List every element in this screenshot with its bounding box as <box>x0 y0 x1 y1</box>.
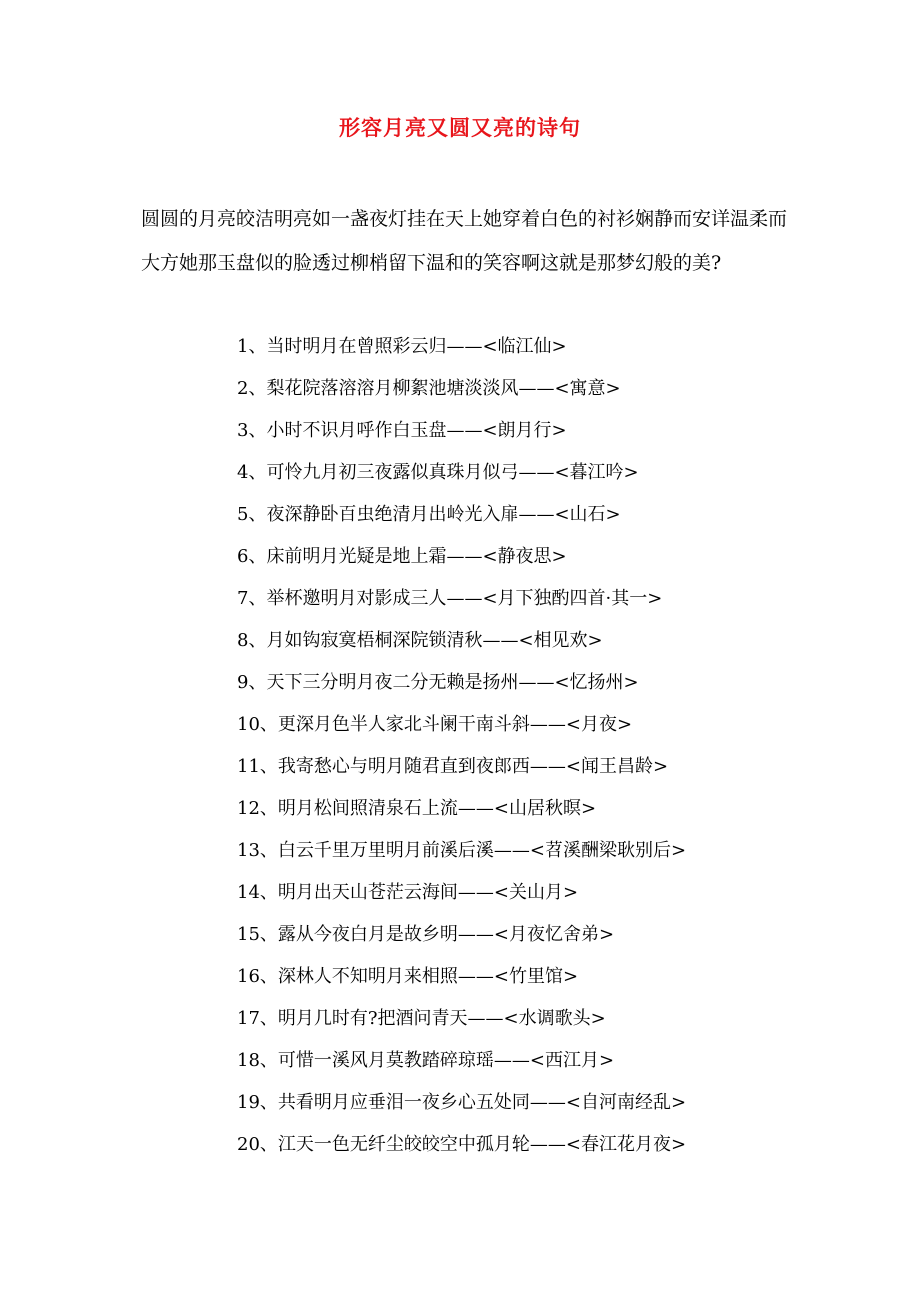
list-item: 10、更深月色半人家北斗阑干南斗斜——<月夜> <box>237 714 633 735</box>
list-item: 8、月如钩寂寞梧桐深院锁清秋——<相见欢> <box>237 630 603 651</box>
list-item: 18、可惜一溪风月莫教踏碎琼瑶——<西江月> <box>237 1050 615 1071</box>
list-item: 9、天下三分明月夜二分无赖是扬州——<忆扬州> <box>237 672 639 693</box>
list-item: 4、可怜九月初三夜露似真珠月似弓——<暮江吟> <box>237 462 639 483</box>
list-item: 14、明月出天山苍茫云海间——<关山月> <box>237 882 579 903</box>
list-item: 13、白云千里万里明月前溪后溪——<苕溪酬梁耿别后> <box>237 840 687 861</box>
intro-paragraph: 圆圆的月亮皎洁明亮如一盏夜灯挂在天上她穿着白色的衬衫娴静而安详温柔而大方她那玉盘似的脸透过柳梢留下温和的笑容啊这就是那梦幻般的美? <box>141 208 788 274</box>
list-item: 1、当时明月在曾照彩云归——<临江仙> <box>237 336 567 357</box>
page-title: 形容月亮又圆又亮的诗句 <box>339 115 581 140</box>
list-item: 3、小时不识月呼作白玉盘——<朗月行> <box>237 420 567 441</box>
list-item: 7、举杯邀明月对影成三人——<月下独酌四首·其一> <box>237 588 663 609</box>
poem-list <box>237 326 797 1166</box>
list-item: 19、共看明月应垂泪一夜乡心五处同——<自河南经乱> <box>237 1092 687 1113</box>
list-item: 6、床前明月光疑是地上霜——<静夜思> <box>237 546 567 567</box>
list-item: 12、明月松间照清泉石上流——<山居秋暝> <box>237 798 597 819</box>
list-item: 15、露从今夜白月是故乡明——<月夜忆舍弟> <box>237 924 615 945</box>
list-item: 2、梨花院落溶溶月柳絮池塘淡淡风——<寓意> <box>237 378 621 399</box>
list-item: 11、我寄愁心与明月随君直到夜郎西——<闻王昌龄> <box>237 756 669 777</box>
list-item: 17、明月几时有?把酒问青天——<水调歌头> <box>237 1008 606 1029</box>
list-item: 5、夜深静卧百虫绝清月出岭光入扉——<山石> <box>237 504 621 525</box>
list-item: 16、深林人不知明月来相照——<竹里馆> <box>237 966 579 987</box>
list-item: 20、江天一色无纤尘皎皎空中孤月轮——<春江花月夜> <box>237 1134 687 1155</box>
